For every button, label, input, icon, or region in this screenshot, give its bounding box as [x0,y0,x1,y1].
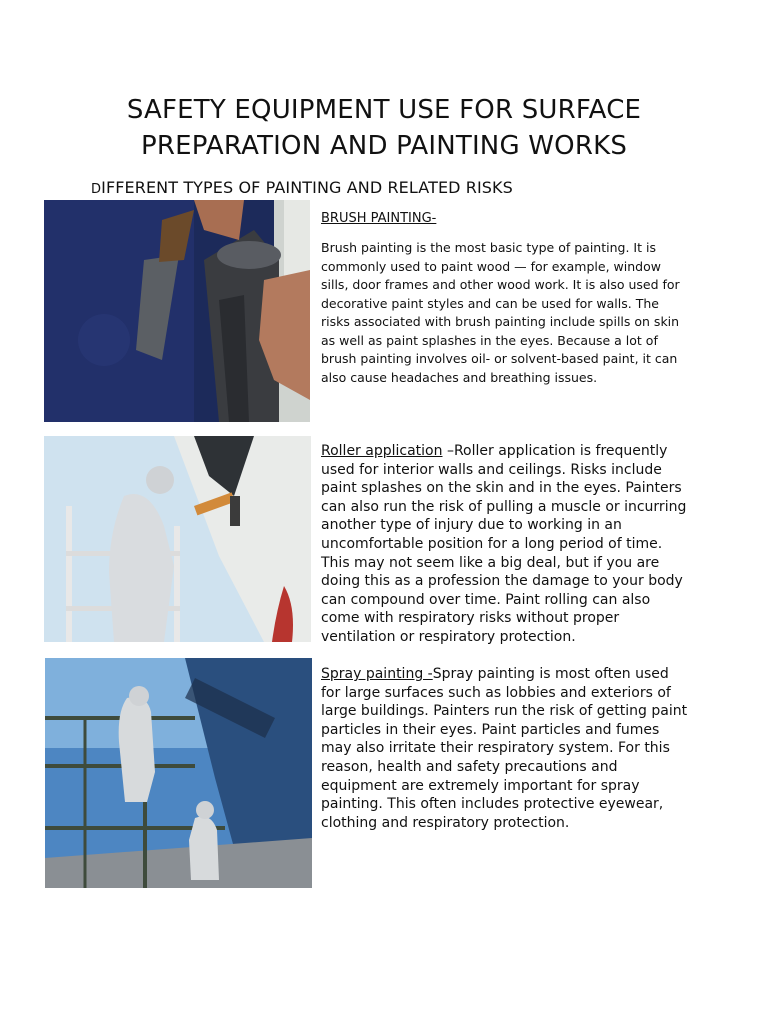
title-line-1: SAFETY EQUIPMENT USE FOR SURFACE [126,95,642,125]
spray-painting-body: Spray painting is most often used for large surfaces such as lobbies and exteriors of large buildings. Painters run the risk of getting paint particles in their eyes. Paint particles and fumes may also irritate their respiratory system. For this reason, health and safety precautions and equipment are extremely important for spray painting. This often includes protective eyewear, clothing and respiratory protection. [321,666,688,831]
section-subtitle [91,178,513,197]
subtitle-initial: D [91,182,102,197]
spray-painting-text [321,665,691,832]
brush-painting-heading: BRUSH PAINTING- [321,211,437,226]
roller-application-photo [44,436,311,642]
title-line-2: PREPARATION AND PAINTING WORKS [140,131,628,161]
brush-painting-text: Brush painting is the most basic type of painting. It is commonly used to paint wood — for example, window sills, door frames and other wood work. It is also used for decorative paint styles and can be used for walls. The risks associated with brush painting include spills on skin as well as paint splashes in the eyes. Because a lot of brush painting involves oil- or solvent-based paint, it can also cause headaches and breathing issues. [321,240,680,385]
page-title [0,92,768,164]
roller-application-body: –Roller application is frequently used for interior walls and ceilings. Risks include paint splashes on the skin and in the eyes. Painters can also run the risk of pulling a muscle or incurring another type of injury due to working in an uncomfortable position for a long period of time. This may not seem like a big deal, but if you are doing this as a profession the damage to your body can compound over time. Paint rolling can also come with respiratory risks without proper ventilation or respiratory protection. [321,443,687,645]
brush-painting-photo [44,200,310,422]
subtitle-text: IFFERENT TYPES OF PAINTING AND RELATED RISKS [101,178,513,197]
spray-painting-heading: Spray painting - [321,666,433,682]
spray-painting-photo [45,658,312,888]
roller-application-text [321,442,691,647]
roller-application-heading: Roller application [321,443,443,459]
